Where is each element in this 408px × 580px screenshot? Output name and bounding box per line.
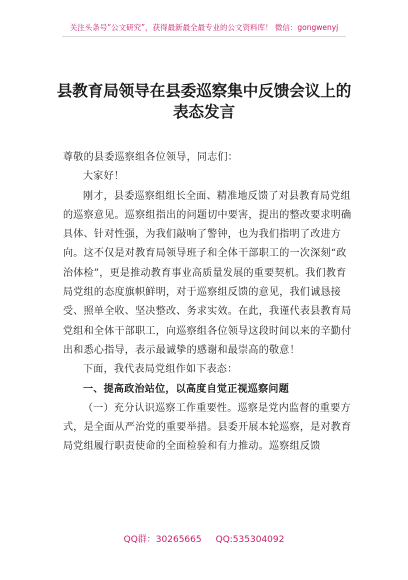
paragraph-1: 刚才，县委巡察组组长全面、精准地反馈了对县教育局党组的巡察意见。巡察组指出的问题切中要害，提出的整改要求明确具体、针对性强，为我们敲响了警钟，也为我们指明了改进方向。这不仅是对教育局领导班子和全体干部职工的一次深刻“政治体检”，更是推动教育事业高质量发展的重要契机。我们教育局党组的态度旗帜鲜明，对于巡察组反馈的意见，我们诚恳接受、照单全收、坚决整改、务求实效。在此，我谨代表县教育局党组和全体干部职工，向巡察组各位领导这段时间以来的辛勤付出和悉心指导，表示最诚挚的感谢和最崇高的敬意！ xyxy=(63,190,352,356)
document-title xyxy=(40,80,368,122)
greeting: 大家好！ xyxy=(83,171,125,183)
header-banner: 关注头条号“公文研究”，获得最新最全最专业的公文资料库！ 微信：gongwenyj xyxy=(69,23,339,32)
document-body xyxy=(63,148,353,457)
title-line-2: 表态发言 xyxy=(172,102,235,121)
title-line-1: 县教育局领导在县委巡察集中反馈会议上的 xyxy=(56,81,352,100)
salutation: 尊敬的县委巡察组各位领导，同志们： xyxy=(63,152,239,163)
footer-contact xyxy=(0,532,408,545)
paragraph-2: 下面，我代表局党组作如下表态： xyxy=(83,364,238,376)
section-heading-1: 一、提高政治站位，以高度自觉正视巡察问题 xyxy=(83,383,289,395)
footer-qq-group: QQ群：30265665 xyxy=(123,535,202,545)
header-divider xyxy=(62,36,346,37)
paragraph-3: （一）充分认识巡察工作重要性。巡察是党内监督的重要方式，是全面从严治党的重要举措。县委开展本轮巡察，是对教育局党组履行职责使命的全面检验和有力推动。巡察组反馈 xyxy=(63,402,352,453)
footer-qq: QQ:535304092 xyxy=(215,535,285,545)
